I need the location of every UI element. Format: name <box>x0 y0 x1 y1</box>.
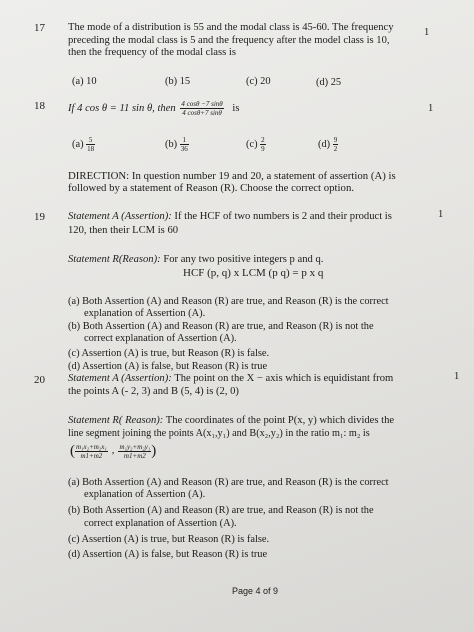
q18-fraction-numerator: 4 cosθ −7 sinθ <box>181 100 223 109</box>
q17-option-d: (d) 25 <box>316 77 342 88</box>
q19-option-b: (b) Both Assertion (A) and Reason (R) are true, and Reason (R) is not the <box>68 321 374 332</box>
q18-option-a <box>72 136 95 153</box>
question-17-marks: 1 <box>424 27 430 38</box>
question-18-text <box>68 98 239 120</box>
q20-formula-y-num: m₁y₂+m₂y₁ <box>119 442 151 451</box>
q19-reason-text: For any two positive integers p and q. <box>163 254 324 265</box>
q20-formula-y-den: m1+m2 <box>123 451 146 460</box>
question-20-marks: 1 <box>454 371 460 382</box>
q18-option-d-den: 2 <box>333 145 338 153</box>
q20-option-b-cont: correct explanation of Assertion (A). <box>84 518 237 529</box>
q19-reason-label: Statement R(Reason): <box>68 254 161 265</box>
q18-fraction <box>180 100 223 117</box>
q18-prefix: If 4 cos θ = 11 sin θ, then <box>68 103 176 114</box>
q18-option-d <box>318 136 338 153</box>
q18-suffix: is <box>232 103 240 114</box>
q20-assertion-line-1 <box>68 373 393 385</box>
q19-assertion-label: Statement A (Assertion): <box>68 211 172 222</box>
q19-assertion-text: If the HCF of two numbers is 2 and their product is <box>174 211 392 222</box>
q20-reason-line-1 <box>68 415 394 427</box>
q19-reason-formula: HCF (p, q) x LCM (p q) = p x q <box>183 267 324 279</box>
q20-formula-x-num: m₁x₂+m₂x₁ <box>76 442 107 451</box>
q17-option-c: (c) 20 <box>246 76 271 87</box>
q18-option-b-label: (b) <box>165 138 178 150</box>
q17-option-b: (b) 15 <box>165 76 191 87</box>
question-17-line-3: then the frequency of the modal class is <box>68 47 236 58</box>
q19-reason-line-1 <box>68 254 323 266</box>
q18-option-d-num: 9 <box>333 136 338 144</box>
q18-option-c-value <box>260 136 266 153</box>
q18-option-c-num: 2 <box>261 136 265 144</box>
q20-option-a-cont: explanation of Assertion (A). <box>84 489 206 500</box>
page-number: Page 4 of 9 <box>232 586 279 596</box>
question-17-number: 17 <box>34 22 45 34</box>
question-18-number: 18 <box>34 100 45 112</box>
q17-option-a: (a) 10 <box>72 76 97 87</box>
q20-assertion-text: The point on the X − axis which is equidistant from <box>174 373 394 384</box>
q18-option-c-label: (c) <box>246 138 258 150</box>
q18-option-d-value <box>333 136 339 153</box>
q20-reason-label: Statement R( Reason): <box>68 415 164 426</box>
q20-assertion-line-2: the points A (- 2, 3) and B (5, 4) is (2, 0) <box>68 386 239 397</box>
direction-line-2: followed by a statement of Reason (R). Choose the correct option. <box>68 182 355 194</box>
q19-option-d: (d) Assertion (A) is false, but Reason (R) is true <box>68 361 268 372</box>
q20-formula-open-paren: ( <box>70 443 75 459</box>
question-17-line-1: The mode of a distribution is 55 and the modal class is 45-60. The frequency <box>68 22 394 33</box>
q20-formula-y <box>118 443 151 460</box>
q20-formula-x-den: m1+m2 <box>80 451 103 460</box>
q20-formula-close-paren: ) <box>151 443 157 459</box>
question-19-marks: 1 <box>438 209 444 220</box>
q20-reason-text: The coordinates of the point P(x, y) which divides the <box>165 415 395 426</box>
q20-option-c: (c) Assertion (A) is true, but Reason (R) is false. <box>68 534 270 545</box>
q20-option-a: (a) Both Assertion (A) and Reason (R) are true, and Reason (R) is the correct <box>68 477 389 488</box>
q19-option-b-cont: correct explanation of Assertion (A). <box>84 333 237 344</box>
question-18-marks: 1 <box>428 103 434 114</box>
q18-option-b-num: 1 <box>180 136 189 145</box>
q19-assertion-line-1 <box>68 211 392 223</box>
question-17-line-2: preceding the modal class is 5 and the frequency after the model class is 10, <box>68 35 390 46</box>
q18-option-a-label: (a) <box>72 138 84 150</box>
question-20-number: 20 <box>34 374 45 386</box>
direction-line-1: DIRECTION: In question number 19 and 20, a statement of assertion (A) is <box>68 170 396 182</box>
q18-fraction-denominator: 4 cosθ+7 sinθ <box>182 109 222 118</box>
q20-section-formula <box>70 441 156 461</box>
q19-option-a: (a) Both Assertion (A) and Reason (R) are true, and Reason (R) is the correct <box>68 296 389 307</box>
q20-reason-line-2: line segment joining the points A(x₁,y₁) and B(x₂,y₂) in the ratio m₁: m₂ is <box>68 428 370 439</box>
question-19-number: 19 <box>34 211 45 223</box>
q19-option-c: (c) Assertion (A) is true, but Reason (R) is false. <box>68 348 270 359</box>
q20-formula-comma: , <box>111 445 115 457</box>
q18-option-b <box>165 136 189 153</box>
q18-option-a-num: 5 <box>86 136 95 145</box>
q18-option-b-den: 36 <box>180 145 188 153</box>
q20-assertion-label: Statement A (Assertion): <box>68 373 172 384</box>
q19-option-a-cont: explanation of Assertion (A). <box>84 308 206 319</box>
q18-option-a-den: 18 <box>87 145 95 153</box>
q18-option-d-label: (d) <box>318 138 331 150</box>
q18-option-a-value <box>86 136 95 153</box>
q18-option-b-value <box>180 136 189 153</box>
q19-assertion-line-2: 120, then their LCM is 60 <box>68 225 179 236</box>
q18-option-c <box>246 136 266 153</box>
q18-option-c-den: 9 <box>261 145 265 153</box>
q20-option-d: (d) Assertion (A) is false, but Reason (R) is true <box>68 549 268 560</box>
q20-option-b: (b) Both Assertion (A) and Reason (R) are true, and Reason (R) is not the <box>68 505 374 516</box>
q20-formula-x <box>75 443 108 460</box>
